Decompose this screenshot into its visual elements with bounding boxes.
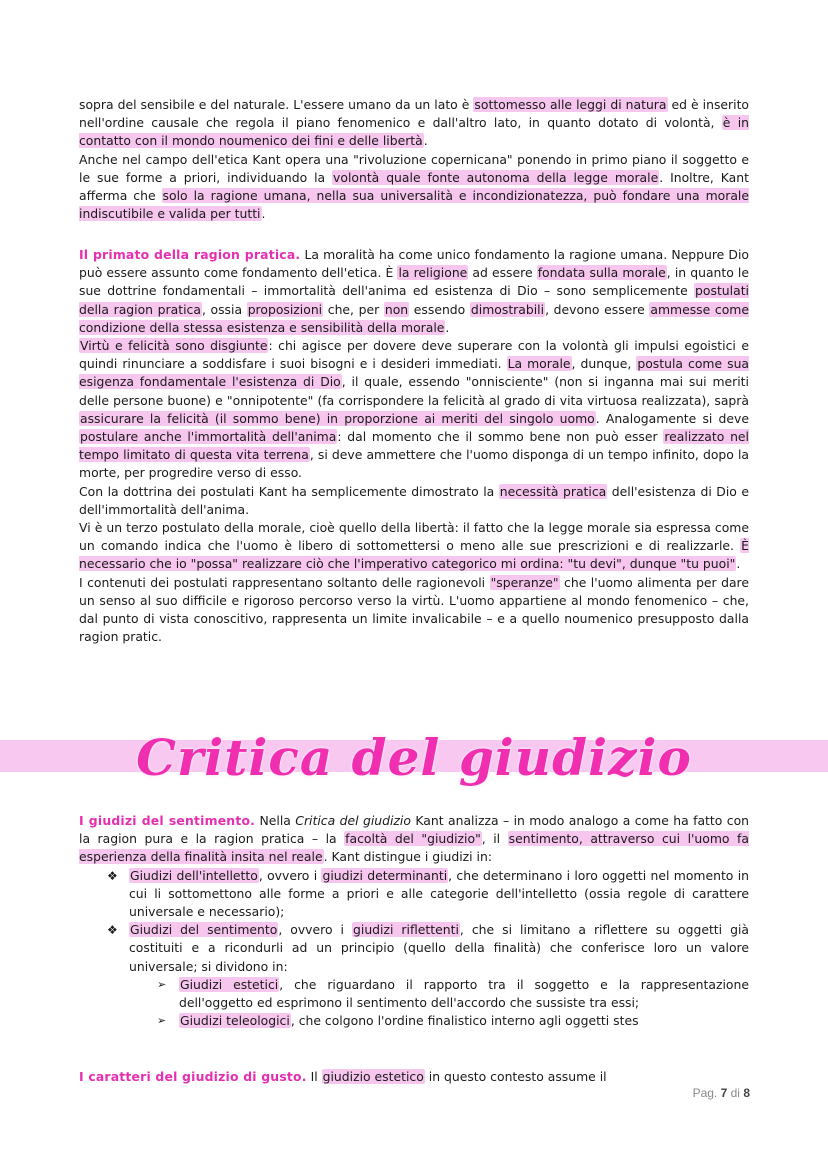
highlighted-text: sottomesso alle leggi di natura: [474, 97, 667, 112]
highlighted-text: postulare anche l'immortalità dell'anima: [80, 429, 337, 445]
current-page: 7: [720, 1086, 728, 1100]
text-run: : chi agisce per dovere deve superare con la volontà gli impulsi egoistici e quindi rinunciare a soddisfare i suoi bisogni e i desideri immediati.: [79, 338, 749, 372]
arrow-bullet-icon: ➢: [157, 1014, 167, 1028]
paragraph: [79, 337, 749, 483]
highlighted-text: La morale: [507, 356, 571, 372]
highlighted-text: non: [384, 301, 409, 317]
list-item: [103, 867, 749, 922]
text-run: .: [445, 319, 450, 335]
text-run: , ossia: [201, 301, 247, 317]
highlighted-text: postulati della ragion pratica: [79, 283, 749, 317]
highlighted-text: sentimento, attraverso cui l'uomo fa esperienza della finalità insita nel reale: [79, 831, 749, 865]
text-run: in questo contesto assume il: [424, 1069, 607, 1084]
highlighted-text: giudizi riflettenti: [353, 922, 459, 938]
page-prefix: Pag.: [692, 1086, 721, 1100]
text-run: .: [261, 206, 266, 222]
paragraph: [79, 1068, 749, 1086]
ragion-pratica-section: [79, 246, 749, 646]
highlighted-text: dimostrabili: [470, 301, 545, 317]
highlighted-text: "speranze": [490, 574, 559, 590]
text-run: I contenuti dei postulati rappresentano soltanto delle ragionevoli: [79, 574, 490, 590]
diamond-bullet-icon: ❖: [107, 868, 118, 883]
text-run: La moralità ha come unico fondamento la ragione umana. Neppure Dio può essere assunto come fondamento dell'etica. È: [79, 247, 749, 281]
text-run: : dal momento che il sommo bene non può esser: [337, 429, 664, 445]
giudizi-sentimento-section: [79, 812, 749, 1030]
list-item: [103, 921, 749, 1030]
text-run: , il: [481, 831, 508, 847]
diamond-bullet-icon: ❖: [107, 923, 118, 938]
text-run: Nella: [255, 813, 296, 828]
highlighted-text: fondata sulla morale: [537, 265, 666, 281]
highlighted-text: postula come sua esigenza fondamentale l'esistenza di Dio: [79, 356, 750, 390]
text-run: . Analogamente si deve: [595, 410, 749, 426]
paragraph: [79, 246, 749, 337]
text-run: , che determinano i loro oggetti nel momento in cui li sottomettono alle forme a priori e alle categorie dell'intelletto (ossia regole di carattere universale e necessario);: [129, 867, 750, 920]
sub-list-item: [153, 976, 749, 1012]
text-run: .: [423, 133, 428, 149]
intro-paragraph: [79, 96, 749, 223]
highlighted-text: Giudizi estetici: [180, 976, 279, 992]
text-run: , ovvero i: [258, 867, 322, 883]
text-run: , si deve ammettere che l'uomo disponga di un tempo infinito, dopo la morte, per progredire verso di esso.: [79, 447, 750, 481]
text-run: , dunque,: [571, 356, 637, 372]
text-run: ad essere: [468, 265, 537, 281]
highlighted-text: Giudizi dell'intelletto: [130, 867, 258, 883]
highlighted-text: ammesse come condizione della stessa esistenza e sensibilità della morale: [79, 301, 749, 335]
text-run: , che riguardano il rapporto tra il soggetto e la rappresentazione dell'oggetto ed esprimono il sentimento dell'accordo che sussiste tra essi;: [179, 976, 749, 1011]
highlighted-text: necessità pratica: [499, 483, 607, 499]
chapter-title: Critica del giudizio: [136, 728, 692, 787]
highlighted-text: facoltà del "giudizio": [345, 831, 481, 847]
text-run: dell'esistenza di Dio e dell'immortalità dell'anima.: [79, 483, 749, 517]
page-number: [660, 1086, 750, 1100]
section-heading: Il primato della ragion pratica.: [79, 247, 301, 262]
highlighted-text: solo la ragione umana, nella sua universalità e incondizionatezza, può fondare una morale indiscutibile e valida per tutti: [79, 188, 749, 222]
text-run: : il fatto che la legge morale sia espressa come un comando indica che l'uomo è libero di sottomettersi o meno alle sue prescrizioni e di realizzarle.: [79, 520, 749, 554]
highlighted-text: è in contatto con il mondo noumenico dei fini e delle libertà: [79, 115, 750, 149]
page-separator: di: [727, 1086, 744, 1100]
text-run: , devono essere: [545, 301, 650, 317]
highlighted-text: Giudizi teleologici: [180, 1013, 290, 1029]
text-run: . Kant distingue i giudizi in:: [323, 849, 493, 865]
text-run: , ovvero i: [278, 922, 353, 938]
paragraph: [79, 574, 749, 647]
text-run: Kant analizza – in modo analogo a come ha fatto con la ragion pura e la ragion pratica – la: [79, 813, 750, 847]
highlighted-text: la religione: [398, 265, 468, 281]
text-run: . Inoltre, Kant afferma che: [79, 169, 749, 204]
text-run: , in quanto le sue dottrine fondamentali – immortalità dell'anima ed esistenza di Dio – sono semplicemente: [79, 265, 750, 299]
text-run: libertà: [414, 520, 455, 536]
highlighted-text: proposizioni: [247, 301, 323, 317]
highlighted-text: realizzato nel tempo limitato di questa vita terrena: [79, 429, 749, 463]
highlighted-text: assicurare la felicità (il sommo bene) in proporzione ai meriti del singolo uomo: [80, 410, 595, 426]
highlighted-text: giudizi determinanti: [322, 867, 448, 883]
text-run: essendo: [409, 301, 470, 317]
text-run: che l'uomo alimenta per dare un senso al suo difficile e rigoroso percorso verso la virtù. L'uomo appartiene al mondo fenomenico – che, dal punto di vista conoscitivo, rappresenta un limite invalicabile – e a quello noumenico presupposto dalla ragion pratic.: [79, 574, 749, 645]
text-run: che, per: [323, 301, 384, 317]
text-run: sopra del sensibile e del naturale. L'essere umano da un lato è: [79, 97, 474, 112]
highlighted-text: È necessario che io "possa" realizzare ciò che l'imperativo categorico mi ordina: "tu devi", dunque "tu puoi": [79, 538, 749, 572]
total-pages: 8: [743, 1086, 750, 1100]
arrow-bullet-icon: ➢: [157, 977, 167, 991]
sub-list-item: [153, 1012, 749, 1030]
text-run: Vi è un terzo postulato della morale, cioè quello della: [79, 520, 415, 536]
paragraph: [79, 96, 749, 151]
paragraph: [79, 519, 749, 574]
sub-list: [129, 976, 749, 1031]
text-run: , il quale, essendo "onnisciente" (non si inganna mai sui meriti delle persone buone) e "onnipotente" (fa corrispondere la felicità al grado di vita virtuosa realizzata), saprà: [79, 374, 749, 408]
section-heading: I giudizi del sentimento.: [79, 813, 256, 828]
judgment-list: [79, 867, 749, 1031]
text-run: .: [736, 556, 741, 572]
text-run: Il: [306, 1069, 322, 1084]
giudizio-gusto-section: [79, 1068, 749, 1086]
italic-text: Critica del giudizio: [295, 813, 411, 828]
highlighted-text: volontà quale fonte autonoma della legge morale: [333, 169, 659, 185]
highlighted-text: Virtù e felicità sono disgiunte: [80, 338, 268, 354]
section-heading: I caratteri del giudizio di gusto.: [79, 1069, 307, 1084]
text-run: ed è inserito nell'ordine causale che regola il piano fenomenico e dall'altro lato, in quanto dotato di volontà,: [79, 97, 750, 131]
paragraph: [79, 812, 749, 867]
text-run: , che si limitano a riflettere su oggetti già costituiti e a ricondurli ad un principio (quello della finalità) che conferisce loro un valore universale; si dividono in:: [129, 922, 750, 974]
text-run: Anche nel campo dell'etica Kant opera una "rivoluzione copernicana" ponendo in primo piano il soggetto e le sue forme a priori, individuando la: [79, 151, 749, 185]
text-run: , che colgono l'ordine finalistico interno agli oggetti stes: [290, 1013, 639, 1029]
paragraph: [79, 483, 749, 519]
highlighted-text: Giudizi del sentimento: [130, 922, 278, 938]
highlighted-text: giudizio estetico: [322, 1069, 424, 1084]
paragraph: [79, 151, 749, 224]
text-run: Con la dottrina dei postulati Kant ha semplicemente dimostrato la: [79, 483, 499, 499]
